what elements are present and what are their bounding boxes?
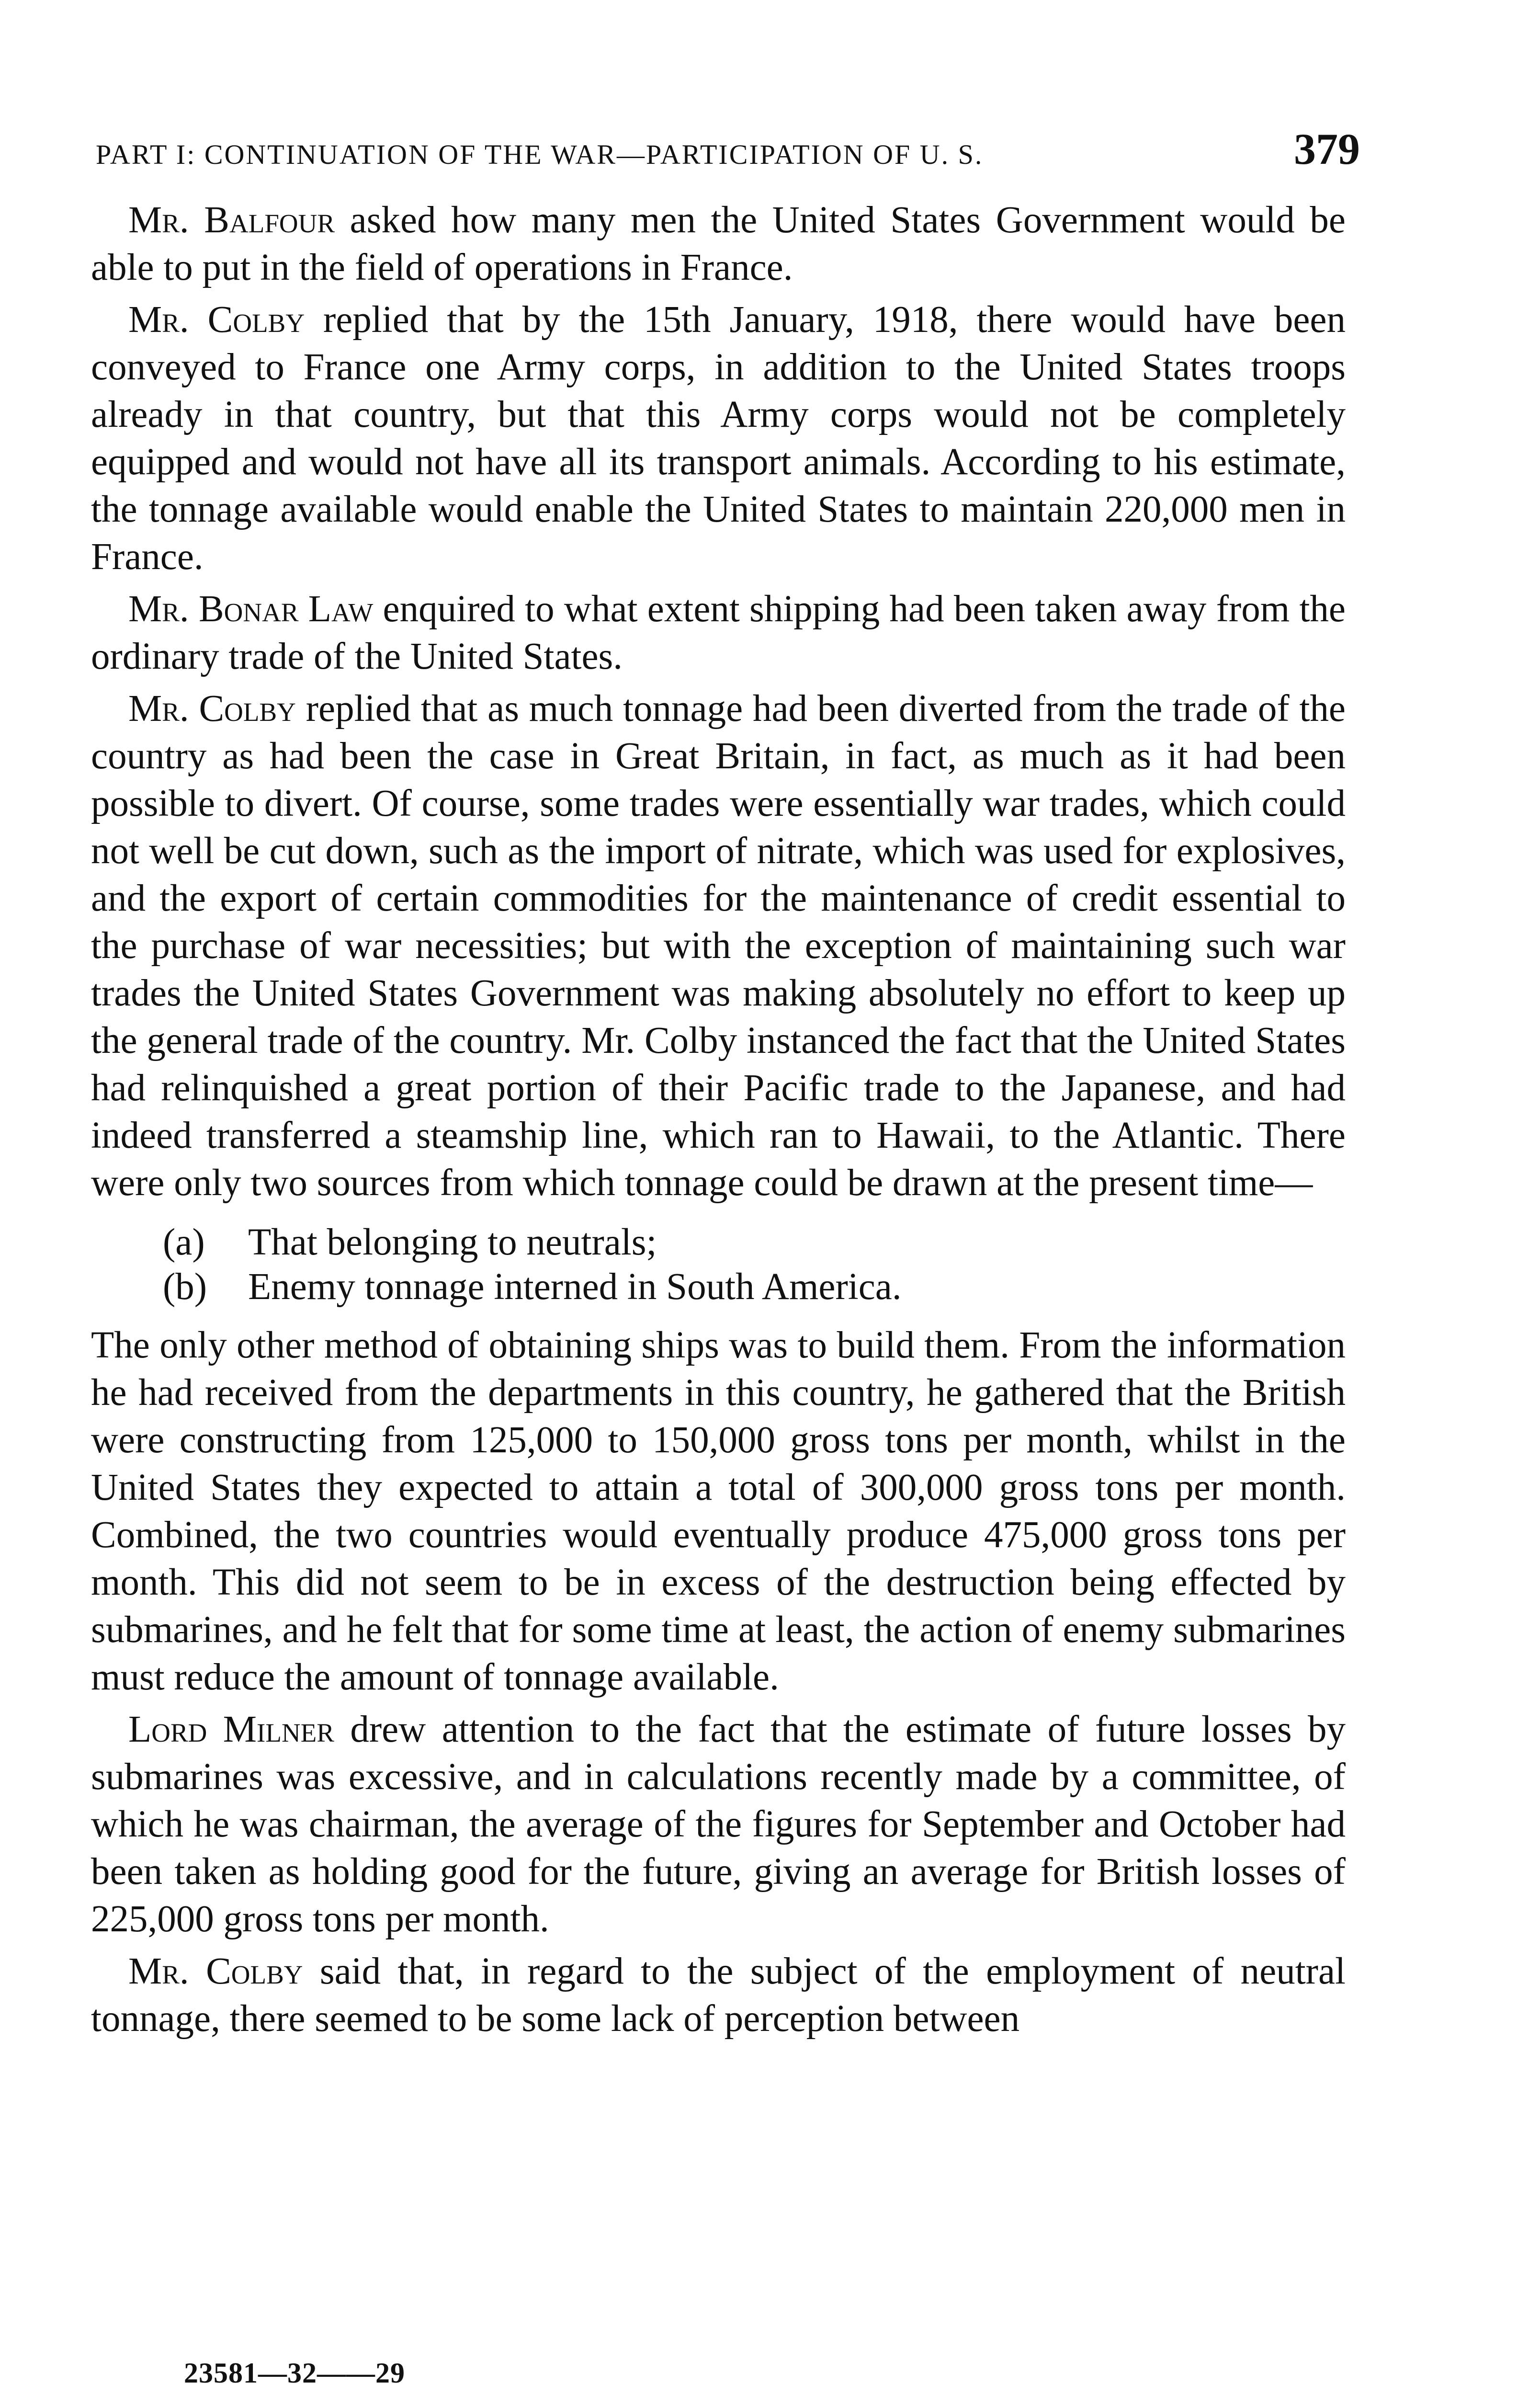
sources-list: [163, 1220, 1346, 1309]
paragraph: [91, 1706, 1346, 1943]
paragraph-text: asked how many men the United States Government would be able to put in the field of operations in France.: [91, 199, 1346, 288]
list-item-text: That belonging to neutrals;: [248, 1221, 657, 1263]
list-item: [163, 1265, 1346, 1309]
paragraph-text: drew attention to the fact that the estimate of future losses by submarines was excessive, and in calculations recently made by a committee, of which he was chairman, the average of the figures for September and October had been taken as holding good for the future, giving an average for British losses of 225,000 gross tons per month.: [91, 1709, 1346, 1940]
paragraph: [91, 685, 1346, 1207]
paragraph: [91, 585, 1346, 680]
paragraph-text: replied that by the 15th January, 1918, there would have been conveyed to France one Army corps, in addition to the United States troops already in that country, but that this Army corps would not be completely equipped and would not have all its transport animals. According to his estimate, the tonnage available would enable the United States to maintain 220,000 men in France.: [91, 299, 1346, 578]
continuation-paragraph: The only other method of obtaining ships was to build them. From the information he had received from the departments in this country, he gathered that the British were constructing from 125,000 to 150,000 gross tons per month, whilst in the United States they expected to attain a total of 300,000 gross tons per month. Combined, the two countries would eventually produce 475,000 gross tons per month. This did not seem to be in excess of the destruction being effected by submarines, and he felt that for some time at least, the action of enemy submarines must reduce the amount of tonnage available.: [91, 1324, 1346, 1698]
speaker-name: Mr. Balfour: [128, 199, 335, 241]
list-item: [163, 1220, 1346, 1265]
paragraph: [91, 196, 1346, 291]
list-item-text: Enemy tonnage interned in South America.: [248, 1266, 902, 1308]
list-marker: (b): [163, 1266, 207, 1308]
running-head: PART I: CONTINUATION OF THE WAR—PARTICIPATION OF U. S.: [96, 139, 984, 170]
list-marker: (a): [163, 1221, 205, 1263]
document-body: [91, 196, 1346, 2047]
page-number: 379: [1294, 125, 1360, 173]
paragraph-text: enquired to what extent shipping had been taken away from the ordinary trade of the United States.: [91, 588, 1346, 677]
paragraph: [91, 296, 1346, 581]
paragraph-text: said that, in regard to the subject of the employment of neutral tonnage, there seemed to be some lack of perception between: [91, 1950, 1346, 2040]
speaker-name: Mr. Bonar Law: [128, 588, 374, 630]
paragraph-text: replied that as much tonnage had been diverted from the trade of the country as had been the case in Great Britain, in fact, as much as it had been possible to divert. Of course, some trades were essentially war trades, which could not well be cut down, such as the import of nitrate, which was used for explosives, and the export of certain commodities for the maintenance of credit essential to the purchase of war necessities; but with the exception of maintaining such war trades the United States Government was making absolutely no effort to keep up the general trade of the country. Mr. Colby instanced the fact that the United States had relinquished a great portion of their Pacific trade to the Japanese, and had indeed transferred a steamship line, which ran to Hawaii, to the Atlantic. There were only two sources from which tonnage could be drawn at the present time—: [91, 688, 1346, 1204]
page-header: [96, 124, 1360, 176]
speaker-name: Mr. Colby: [128, 688, 296, 730]
paragraph: [91, 1948, 1346, 2042]
speaker-name: Mr. Colby: [128, 299, 305, 341]
speaker-name: Lord Milner: [128, 1709, 334, 1750]
print-code: 23581—32——29: [184, 2357, 405, 2389]
speaker-name: Mr. Colby: [128, 1950, 303, 1992]
